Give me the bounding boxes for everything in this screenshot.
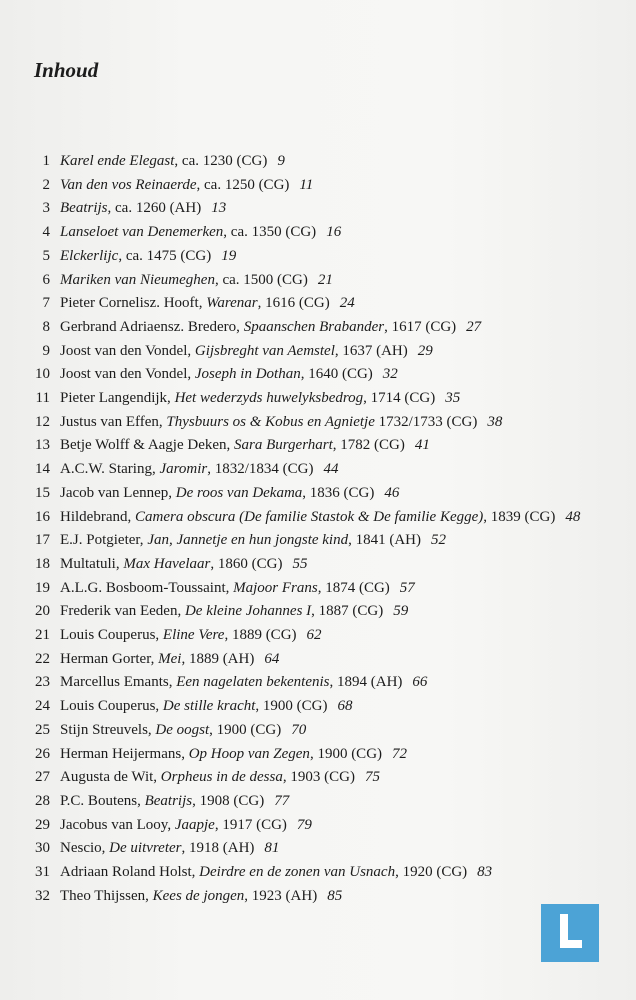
entry-text: [60, 577, 610, 601]
page-title: Inhoud: [34, 58, 99, 82]
entry-text: [60, 316, 610, 340]
entry-page-number: 41: [414, 437, 430, 454]
entry-number: 27: [35, 769, 50, 786]
entry-date: , 1836 (CG): [302, 484, 375, 501]
entry-number: 20: [35, 603, 50, 620]
entry-text: [60, 600, 610, 624]
toc-entry: [30, 221, 610, 245]
toc-entry: [30, 743, 610, 767]
toc-entry: [30, 648, 610, 672]
toc-entry: [30, 458, 610, 482]
entry-date: , 1832/1834 (CG): [207, 461, 314, 478]
toc-entry: [30, 600, 610, 624]
entry-date: , 1841 (AH): [348, 532, 421, 549]
entry-title: Op Hoop van Zegen: [188, 745, 310, 762]
entry-page-number: 32: [382, 366, 398, 383]
entry-date: , 1900 (CG): [209, 721, 282, 738]
toc-entry: [30, 434, 610, 458]
entry-date: , 1637 (AH): [334, 342, 408, 359]
entry-number: 4: [42, 224, 50, 241]
entry-page-number: 72: [392, 745, 408, 762]
entry-page-number: 16: [326, 224, 342, 241]
entry-page-number: 83: [477, 864, 493, 881]
entry-date: , 1918 (AH): [181, 840, 255, 857]
entry-text: [60, 411, 610, 435]
entry-number: 29: [35, 816, 50, 833]
entry-title: Deirdre en de zonen van Usnach: [199, 864, 396, 881]
entry-number: 32: [35, 887, 50, 904]
toc-entry: [30, 387, 610, 411]
entry-date: , ca. 1350 (CG): [223, 224, 317, 241]
entry-author: Marcellus Emants,: [60, 674, 177, 691]
entry-title: Het wederzyds huwelyksbedrog: [174, 390, 364, 407]
entry-page-number: 59: [393, 603, 409, 620]
entry-title: De oogst: [155, 721, 210, 738]
entry-page-number: 85: [327, 887, 343, 904]
entry-date: , 1782 (CG): [332, 437, 405, 454]
entry-text: [60, 387, 610, 411]
entry-text: [60, 434, 610, 458]
entry-date: , 1903 (CG): [282, 769, 355, 786]
toc-entry: [30, 553, 610, 577]
entry-date: , 1900 (CG): [309, 745, 383, 762]
toc-entry: [30, 766, 610, 790]
entry-author: Theo Thijssen,: [60, 887, 153, 904]
entry-page-number: 35: [445, 390, 461, 407]
entry-title: Karel ende Elegast: [60, 153, 175, 169]
entry-date: , 1908 (CG): [192, 792, 265, 809]
entry-page-number: 79: [296, 816, 312, 833]
table-of-contents: [30, 150, 610, 909]
entry-page-number: 27: [466, 318, 482, 335]
entry-page-number: 44: [323, 461, 339, 478]
entry-author: Multatuli,: [60, 555, 124, 572]
entry-page-number: 62: [306, 627, 322, 644]
entry-author: Herman Gorter,: [60, 650, 159, 667]
toc-entry: [30, 245, 610, 269]
entry-number: 16: [35, 508, 50, 525]
entry-author: A.C.W. Staring,: [60, 461, 160, 478]
entry-title: De kleine Johannes I: [184, 603, 312, 620]
entry-page-number: 81: [264, 840, 280, 857]
entry-page-number: 48: [565, 508, 581, 525]
entry-page-number: 21: [317, 271, 333, 288]
entry-page-number: 9: [277, 153, 285, 169]
entry-number: 19: [35, 579, 50, 596]
entry-text: [60, 529, 610, 553]
entry-number: 22: [35, 650, 50, 667]
toc-entry: [30, 150, 610, 174]
entry-title: Majoor Frans: [233, 579, 318, 596]
entry-title: Mariken van Nieumeghen: [60, 271, 215, 288]
toc-entry: [30, 197, 610, 221]
entry-text: [60, 766, 610, 790]
toc-entry: [30, 861, 610, 885]
toc-entry: [30, 790, 610, 814]
entry-title: Elckerlijc: [60, 247, 119, 264]
entry-title: Mei: [158, 650, 182, 667]
entry-page-number: 75: [364, 769, 380, 786]
entry-title: Joseph in Dothan: [194, 366, 301, 383]
entry-text: [60, 648, 610, 672]
entry-author: A.L.G. Bosboom-Toussaint,: [60, 579, 234, 596]
toc-entry: [30, 695, 610, 719]
entry-number: 31: [35, 864, 50, 881]
toc-entry: [30, 506, 610, 530]
entry-number: 23: [35, 674, 50, 691]
entry-page-number: 19: [221, 247, 237, 264]
entry-author: Jacob van Lennep,: [60, 484, 176, 501]
entry-page-number: 46: [384, 484, 400, 501]
entry-number: 14: [35, 461, 50, 478]
entry-title: Jaromir: [159, 461, 208, 478]
l-logo-icon: [541, 904, 599, 962]
entry-title: Een nagelaten bekentenis: [176, 674, 330, 691]
entry-title: Lanseloet van Denemerken: [60, 224, 224, 241]
entry-number: 25: [35, 721, 50, 738]
entry-title: Orpheus in de dessa: [160, 769, 283, 786]
entry-number: 28: [35, 792, 50, 809]
entry-text: [60, 458, 610, 482]
entry-page-number: 66: [412, 674, 428, 691]
entry-date: , 1923 (AH): [244, 887, 318, 904]
entry-number: 12: [35, 413, 50, 430]
entry-author: Augusta de Wit,: [60, 769, 161, 786]
entry-text: [60, 743, 610, 767]
entry-text: [60, 719, 610, 743]
entry-page-number: 11: [299, 176, 314, 193]
entry-number: 7: [42, 295, 50, 312]
entry-number: 9: [42, 342, 50, 359]
entry-text: [60, 861, 610, 885]
toc-entry: [30, 671, 610, 695]
entry-title: Sara Burgerhart: [234, 437, 333, 454]
entry-date: , ca. 1475 (CG): [118, 247, 212, 264]
entry-author: Joost van den Vondel,: [60, 366, 195, 383]
entry-page-number: 55: [292, 555, 308, 572]
entry-author: Adriaan Roland Holst,: [60, 864, 200, 881]
l-letter-shape: [560, 914, 582, 948]
toc-entry: [30, 363, 610, 387]
entry-title: Jan, Jannetje en hun jongste kind: [147, 532, 349, 549]
entry-page-number: 52: [431, 532, 446, 549]
entry-number: 8: [42, 318, 50, 335]
entry-date: , 1616 (CG): [257, 295, 330, 312]
entry-page-number: 29: [417, 342, 433, 359]
entry-author: Pieter Langendijk,: [60, 390, 175, 407]
entry-author: Pieter Cornelisz. Hooft,: [60, 295, 207, 312]
entry-date: , ca. 1250 (CG): [196, 176, 290, 193]
entry-number: 18: [35, 555, 50, 572]
toc-entry: [30, 814, 610, 838]
entry-title: De uitvreter: [109, 840, 182, 857]
entry-author: Gerbrand Adriaensz. Bredero,: [60, 318, 244, 335]
entry-text: [60, 245, 610, 269]
entry-text: [60, 553, 610, 577]
entry-date: , 1894 (AH): [329, 674, 403, 691]
entry-text: [60, 363, 610, 387]
entry-date: , ca. 1230 (CG): [174, 153, 268, 169]
entry-text: [60, 671, 610, 695]
entry-date: , 1920 (CG): [395, 864, 468, 881]
toc-entry: [30, 174, 610, 198]
entry-author: P.C. Boutens,: [60, 792, 145, 809]
entry-title: Camera obscura (De familie Stastok & De familie Kegge): [134, 508, 484, 525]
entry-title: Kees de jongen: [152, 887, 245, 904]
entry-date: , ca. 1260 (AH): [107, 200, 202, 217]
toc-entry: [30, 837, 610, 861]
toc-entry: [30, 624, 610, 648]
entry-text: [60, 150, 610, 174]
entry-date: , 1900 (CG): [255, 698, 328, 715]
entry-author: Herman Heijermans,: [60, 745, 189, 762]
entry-number: 26: [35, 745, 50, 762]
entry-page-number: 64: [264, 650, 280, 667]
entry-title: Thysbuurs os & Kobus en Agnietje: [166, 413, 375, 430]
entry-number: 6: [42, 271, 50, 288]
toc-entry: [30, 340, 610, 364]
toc-entry: [30, 316, 610, 340]
toc-entry: [30, 885, 610, 909]
entry-title: Max Havelaar: [123, 555, 211, 572]
entry-title: Beatrijs: [144, 792, 193, 809]
entry-author: Louis Couperus,: [60, 698, 163, 715]
entry-text: [60, 790, 610, 814]
entry-number: 21: [35, 627, 50, 644]
entry-text: [60, 482, 610, 506]
entry-text: [60, 885, 610, 909]
entry-date: 1732/1733 (CG): [374, 413, 478, 430]
entry-page-number: 24: [339, 295, 355, 312]
entry-title: Van den vos Reinaerde: [60, 176, 197, 193]
entry-text: [60, 624, 610, 648]
entry-author: Louis Couperus,: [60, 627, 163, 644]
entry-author: Joost van den Vondel,: [60, 342, 195, 359]
entry-number: 17: [35, 532, 50, 549]
entry-date: , 1917 (CG): [214, 816, 287, 833]
entry-page-number: 77: [274, 792, 290, 809]
entry-number: 5: [42, 247, 50, 264]
toc-entry: [30, 577, 610, 601]
entry-text: [60, 695, 610, 719]
entry-title: Warenar: [206, 295, 258, 312]
toc-entry: [30, 529, 610, 553]
toc-entry: [30, 269, 610, 293]
entry-text: [60, 174, 610, 198]
entry-author: Stijn Streuvels,: [60, 721, 156, 738]
entry-page-number: 38: [487, 413, 503, 430]
entry-author: Jacobus van Looy,: [60, 816, 175, 833]
entry-text: [60, 197, 610, 221]
entry-number: 1: [42, 153, 50, 169]
entry-number: 15: [35, 484, 50, 501]
entry-title: De stille kracht: [162, 698, 256, 715]
entry-author: Nescio,: [60, 840, 110, 857]
toc-entry: [30, 411, 610, 435]
entry-title: De roos van Dekama: [175, 484, 303, 501]
entry-date: , 1889 (AH): [181, 650, 255, 667]
entry-number: 30: [35, 840, 50, 857]
entry-page-number: 57: [399, 579, 415, 596]
entry-page-number: 70: [291, 721, 307, 738]
entry-date: , ca. 1500 (CG): [214, 271, 308, 288]
entry-date: , 1889 (CG): [224, 627, 297, 644]
entry-author: Betje Wolff & Aagje Deken,: [60, 437, 235, 454]
entry-page-number: 13: [211, 200, 227, 217]
entry-number: 3: [42, 200, 50, 217]
entry-date: , 1839 (CG): [483, 508, 556, 525]
entry-text: [60, 269, 610, 293]
entry-title: Beatrijs: [60, 200, 108, 217]
entry-text: [60, 292, 610, 316]
entry-author: Justus van Effen,: [60, 413, 167, 430]
entry-number: 24: [35, 698, 50, 715]
entry-author: E.J. Potgieter,: [60, 532, 148, 549]
entry-number: 2: [42, 176, 50, 193]
toc-entry: [30, 292, 610, 316]
entry-date: , 1860 (CG): [210, 555, 283, 572]
entry-date: , 1617 (CG): [384, 318, 457, 335]
entry-text: [60, 837, 610, 861]
toc-entry: [30, 719, 610, 743]
entry-title: Spaanschen Brabander: [243, 318, 385, 335]
entry-date: , 1874 (CG): [317, 579, 390, 596]
entry-number: 13: [35, 437, 50, 454]
entry-date: , 1714 (CG): [363, 390, 436, 407]
entry-number: 11: [35, 390, 50, 407]
entry-page-number: 68: [337, 698, 353, 715]
entry-date: , 1887 (CG): [311, 603, 384, 620]
entry-number: 10: [35, 366, 50, 383]
entry-text: [60, 506, 610, 530]
entry-text: [60, 221, 610, 245]
entry-text: [60, 814, 610, 838]
entry-author: Frederik van Eeden,: [60, 603, 185, 620]
entry-title: Eline Vere: [162, 627, 225, 644]
entry-title: Jaapje: [174, 816, 215, 833]
toc-entry: [30, 482, 610, 506]
entry-text: [60, 340, 610, 364]
entry-author: Hildebrand,: [60, 508, 135, 525]
entry-date: , 1640 (CG): [300, 366, 373, 383]
entry-title: Gijsbreght van Aemstel: [194, 342, 335, 359]
